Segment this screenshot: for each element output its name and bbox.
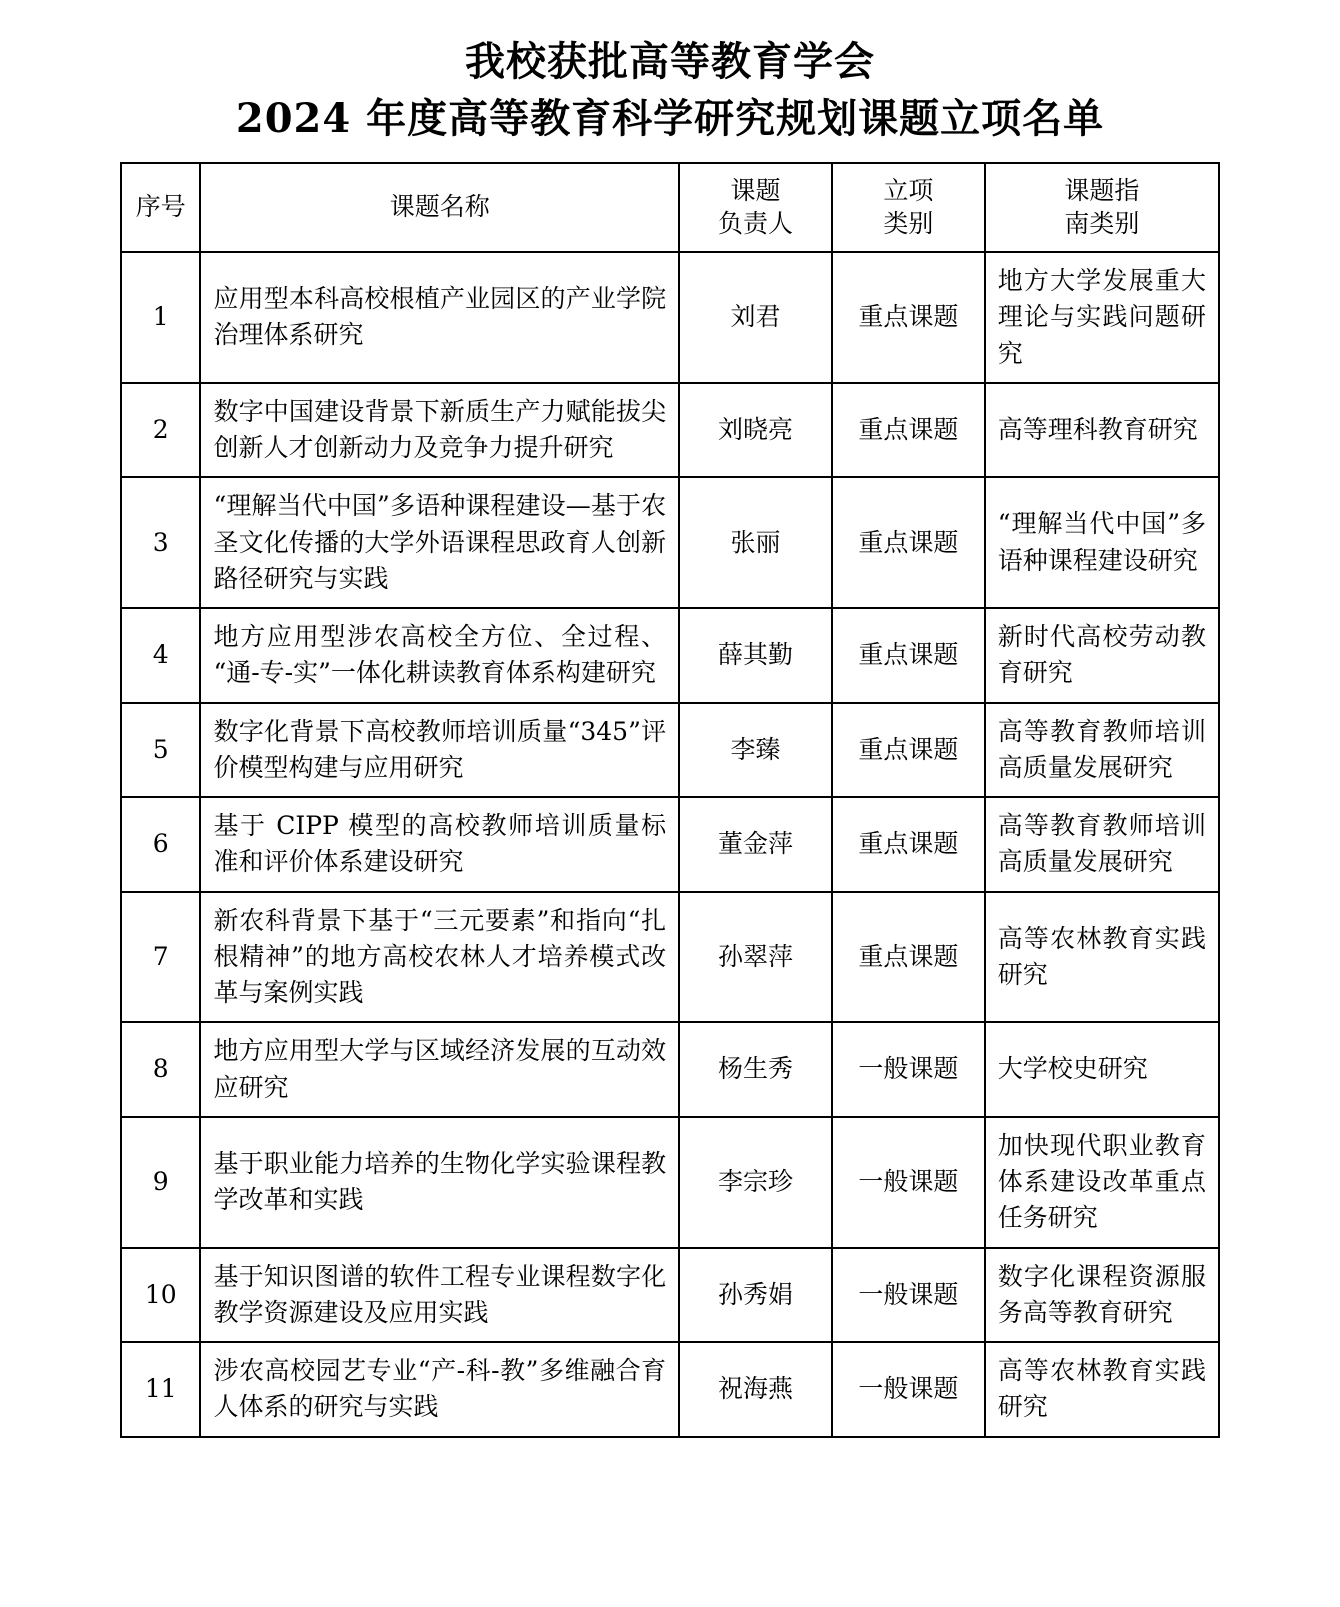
column-header-lead bbox=[679, 163, 832, 253]
column-header-category-line-1: 立项 bbox=[883, 175, 934, 205]
table-row bbox=[121, 892, 1219, 1023]
table-header bbox=[121, 163, 1219, 253]
table-body bbox=[121, 252, 1219, 1437]
cell-lead: 孙翠萍 bbox=[679, 892, 832, 1023]
cell-no: 7 bbox=[121, 892, 200, 1023]
cell-no: 3 bbox=[121, 477, 200, 608]
cell-title: 数字化背景下高校教师培训质量“345”评价模型构建与应用研究 bbox=[200, 703, 679, 798]
table-row bbox=[121, 383, 1219, 478]
table-row bbox=[121, 797, 1219, 892]
cell-guide: 高等农林教育实践研究 bbox=[985, 892, 1219, 1023]
column-header-guide-line-2: 南类别 bbox=[1064, 209, 1140, 239]
table-row bbox=[121, 477, 1219, 608]
page-title bbox=[0, 34, 1340, 148]
cell-no: 6 bbox=[121, 797, 200, 892]
project-listing-table bbox=[120, 162, 1220, 1438]
table-row bbox=[121, 1022, 1219, 1117]
table-row bbox=[121, 703, 1219, 798]
cell-lead: 李宗珍 bbox=[679, 1117, 832, 1248]
cell-guide: 高等农林教育实践研究 bbox=[985, 1342, 1219, 1437]
cell-lead: 祝海燕 bbox=[679, 1342, 832, 1437]
column-header-no: 序号 bbox=[121, 163, 200, 253]
column-header-lead-line-2: 负责人 bbox=[718, 209, 794, 239]
cell-title: 基于 CIPP 模型的高校教师培训质量标准和评价体系建设研究 bbox=[200, 797, 679, 892]
table-header-row bbox=[121, 163, 1219, 253]
column-header-guide-line-1: 课题指 bbox=[1064, 175, 1140, 205]
cell-category: 一般课题 bbox=[832, 1342, 985, 1437]
cell-category: 重点课题 bbox=[832, 892, 985, 1023]
table-row bbox=[121, 252, 1219, 383]
column-header-category-line-2: 类别 bbox=[883, 209, 934, 239]
cell-title: 基于知识图谱的软件工程专业课程数字化教学资源建设及应用实践 bbox=[200, 1248, 679, 1343]
cell-no: 8 bbox=[121, 1022, 200, 1117]
cell-category: 重点课题 bbox=[832, 477, 985, 608]
cell-category: 重点课题 bbox=[832, 383, 985, 478]
cell-guide: 数字化课程资源服务高等教育研究 bbox=[985, 1248, 1219, 1343]
cell-guide: 新时代高校劳动教育研究 bbox=[985, 608, 1219, 703]
cell-lead: 李臻 bbox=[679, 703, 832, 798]
cell-lead: 孙秀娟 bbox=[679, 1248, 832, 1343]
cell-category: 重点课题 bbox=[832, 252, 985, 383]
cell-no: 5 bbox=[121, 703, 200, 798]
column-header-lead-line-1: 课题 bbox=[730, 175, 781, 205]
column-header-title: 课题名称 bbox=[200, 163, 679, 253]
page-title-line-1: 我校获批高等教育学会 bbox=[465, 38, 875, 85]
cell-no: 9 bbox=[121, 1117, 200, 1248]
cell-no: 10 bbox=[121, 1248, 200, 1343]
cell-category: 重点课题 bbox=[832, 608, 985, 703]
cell-guide: 大学校史研究 bbox=[985, 1022, 1219, 1117]
cell-category: 重点课题 bbox=[832, 797, 985, 892]
cell-category: 一般课题 bbox=[832, 1022, 985, 1117]
cell-no: 11 bbox=[121, 1342, 200, 1437]
cell-lead: 刘君 bbox=[679, 252, 832, 383]
cell-guide: 加快现代职业教育体系建设改革重点任务研究 bbox=[985, 1117, 1219, 1248]
cell-title: 应用型本科高校根植产业园区的产业学院治理体系研究 bbox=[200, 252, 679, 383]
table-row bbox=[121, 1248, 1219, 1343]
cell-lead: 张丽 bbox=[679, 477, 832, 608]
page-title-line-2: 2024 年度高等教育科学研究规划课题立项名单 bbox=[235, 94, 1105, 142]
cell-title: 地方应用型涉农高校全方位、全过程、“通-专-实”一体化耕读教育体系构建研究 bbox=[200, 608, 679, 703]
cell-guide: 地方大学发展重大理论与实践问题研究 bbox=[985, 252, 1219, 383]
cell-title: 地方应用型大学与区域经济发展的互动效应研究 bbox=[200, 1022, 679, 1117]
cell-no: 4 bbox=[121, 608, 200, 703]
cell-guide: 高等教育教师培训高质量发展研究 bbox=[985, 703, 1219, 798]
column-header-guide bbox=[985, 163, 1219, 253]
cell-lead: 薛其勤 bbox=[679, 608, 832, 703]
cell-no: 2 bbox=[121, 383, 200, 478]
column-header-category bbox=[832, 163, 985, 253]
table-row bbox=[121, 1117, 1219, 1248]
cell-lead: 刘晓亮 bbox=[679, 383, 832, 478]
cell-category: 重点课题 bbox=[832, 703, 985, 798]
cell-guide: “理解当代中国”多语种课程建设研究 bbox=[985, 477, 1219, 608]
cell-guide: 高等理科教育研究 bbox=[985, 383, 1219, 478]
cell-title: 新农科背景下基于“三元要素”和指向“扎根精神”的地方高校农林人才培养模式改革与案例实践 bbox=[200, 892, 679, 1023]
table-row bbox=[121, 1342, 1219, 1437]
cell-category: 一般课题 bbox=[832, 1117, 985, 1248]
cell-category: 一般课题 bbox=[832, 1248, 985, 1343]
cell-title: 数字中国建设背景下新质生产力赋能拔尖创新人才创新动力及竞争力提升研究 bbox=[200, 383, 679, 478]
cell-no: 1 bbox=[121, 252, 200, 383]
cell-lead: 杨生秀 bbox=[679, 1022, 832, 1117]
table-row bbox=[121, 608, 1219, 703]
cell-guide: 高等教育教师培训高质量发展研究 bbox=[985, 797, 1219, 892]
cell-title: 涉农高校园艺专业“产-科-教”多维融合育人体系的研究与实践 bbox=[200, 1342, 679, 1437]
cell-lead: 董金萍 bbox=[679, 797, 832, 892]
cell-title: “理解当代中国”多语种课程建设—基于农圣文化传播的大学外语课程思政育人创新路径研究与实践 bbox=[200, 477, 679, 608]
cell-title: 基于职业能力培养的生物化学实验课程教学改革和实践 bbox=[200, 1117, 679, 1248]
